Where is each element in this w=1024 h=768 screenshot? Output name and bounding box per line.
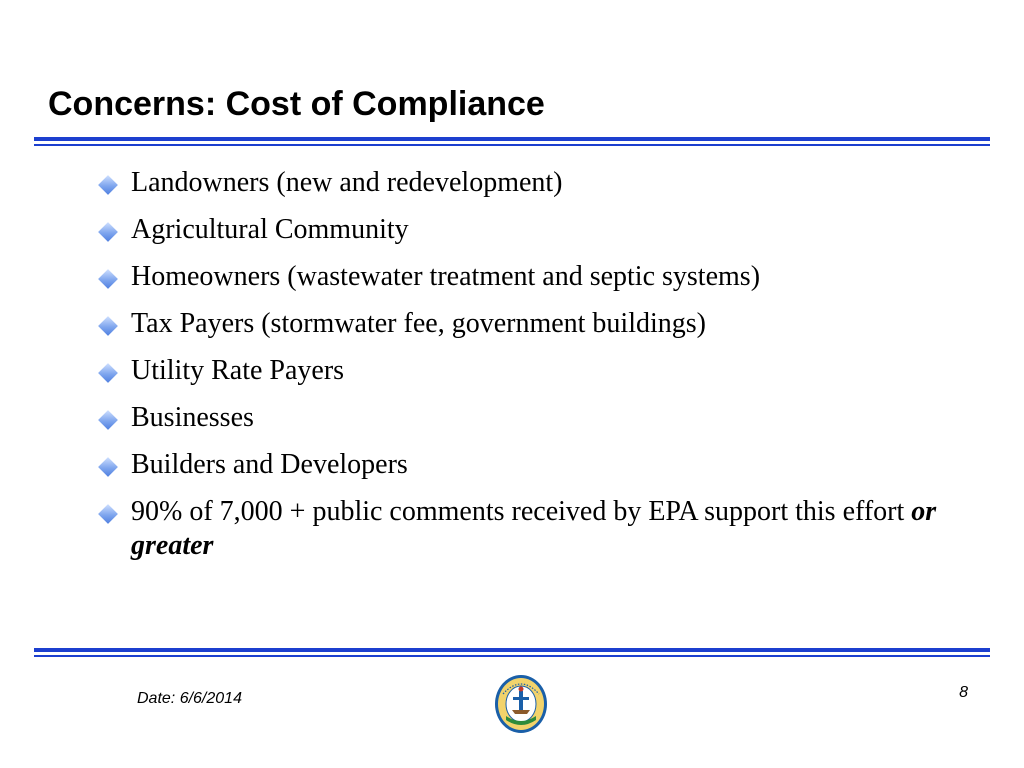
diamond-bullet-icon xyxy=(98,363,118,383)
diamond-bullet-icon xyxy=(98,457,118,477)
list-item xyxy=(97,354,977,388)
diamond-bullet-icon xyxy=(98,175,118,195)
county-seal-logo xyxy=(494,674,548,734)
list-item xyxy=(97,495,977,563)
title-divider xyxy=(34,137,990,146)
list-item xyxy=(97,260,977,294)
bullet-text: Landowners (new and redevelopment) xyxy=(131,167,563,198)
diamond-bullet-icon xyxy=(98,316,118,336)
bullet-text: Builders and Developers xyxy=(131,449,408,480)
footer-date: Date: 6/6/2014 xyxy=(137,690,242,707)
list-item xyxy=(97,166,977,200)
bullet-text: Homeowners (wastewater treatment and septic systems) xyxy=(131,261,761,292)
bullet-text: Tax Payers (stormwater fee, government buildings) xyxy=(131,308,706,339)
list-item xyxy=(97,213,977,247)
bullet-text: Businesses xyxy=(131,402,254,433)
diamond-bullet-icon xyxy=(98,222,118,242)
footer-divider xyxy=(34,648,990,657)
bullet-emphasis: or greater xyxy=(131,496,937,561)
list-item xyxy=(97,448,977,482)
bullet-list xyxy=(97,166,977,576)
page-number: 8 xyxy=(959,684,968,701)
list-item xyxy=(97,401,977,435)
slide-title: Concerns: Cost of Compliance xyxy=(48,85,545,123)
bullet-text: 90% of 7,000 + public comments received by EPA support this effort xyxy=(131,496,912,527)
list-item xyxy=(97,307,977,341)
diamond-bullet-icon xyxy=(98,410,118,430)
bullet-text: Agricultural Community xyxy=(131,214,409,245)
diamond-bullet-icon xyxy=(98,269,118,289)
bullet-text: Utility Rate Payers xyxy=(131,355,345,386)
diamond-bullet-icon xyxy=(98,504,118,524)
